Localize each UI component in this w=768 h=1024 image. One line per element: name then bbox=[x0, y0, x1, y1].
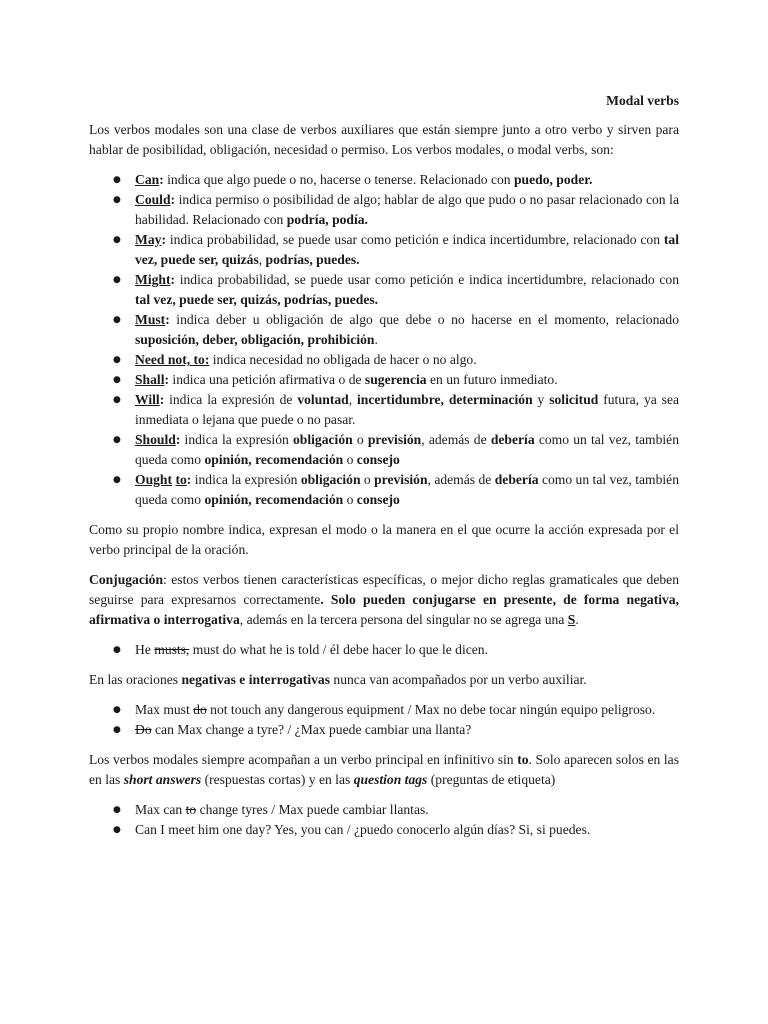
text-segment: (respuestas cortas) y en las bbox=[201, 772, 354, 787]
text-segment: . bbox=[374, 332, 378, 347]
modal-verb-term: Shall bbox=[135, 372, 165, 387]
text-segment: change tyres / Max puede cambiar llantas. bbox=[196, 802, 429, 817]
text-segment: Conjugación bbox=[89, 572, 164, 587]
text-segment: : bbox=[186, 472, 192, 487]
example-item bbox=[135, 640, 679, 660]
max-example-list bbox=[89, 700, 679, 740]
text-segment: debería bbox=[490, 432, 535, 447]
modal-verb-item bbox=[135, 170, 679, 190]
text-segment: indica una petición afirmativa o de bbox=[169, 372, 365, 387]
text-segment: , además de bbox=[421, 432, 491, 447]
text-segment: obligación bbox=[293, 432, 353, 447]
term-separator: : bbox=[159, 392, 165, 407]
text-segment: o bbox=[360, 472, 375, 487]
term-separator: : bbox=[175, 432, 181, 447]
text-segment: indica probabilidad, se puede usar como petición e indica incertidumbre, relacionado con bbox=[175, 272, 679, 287]
text-segment: en un futuro inmediato. bbox=[426, 372, 558, 387]
conjugacion-paragraph bbox=[89, 570, 679, 630]
text-segment: obligación bbox=[300, 472, 361, 487]
text-segment: previsión bbox=[367, 432, 422, 447]
text-segment: o bbox=[343, 452, 357, 467]
modal-verb-item bbox=[135, 310, 679, 350]
modal-verb-term: Will bbox=[135, 392, 160, 407]
text-segment: podrías, puedes. bbox=[265, 252, 360, 267]
text-segment: consejo bbox=[356, 452, 400, 467]
text-segment: previsión bbox=[374, 472, 428, 487]
text-segment: indica la expresión de bbox=[164, 392, 298, 407]
text-segment: to bbox=[175, 472, 187, 487]
text-segment: opinión, recomendación bbox=[204, 452, 344, 467]
text-segment: como un tal vez, también queda como bbox=[135, 432, 680, 467]
modal-verb-term: Need not, to: bbox=[135, 352, 210, 367]
text-segment: can Max change a tyre? / ¿Max puede cambiar una llanta? bbox=[151, 722, 472, 737]
text-segment: solicitud bbox=[549, 392, 599, 407]
term-separator: : bbox=[170, 272, 176, 287]
modal-verb-item bbox=[135, 390, 679, 430]
text-segment: , además de bbox=[427, 472, 495, 487]
text-segment: y bbox=[532, 392, 550, 407]
text-segment: o bbox=[352, 432, 368, 447]
text-segment: puedo, poder. bbox=[514, 172, 593, 187]
text-segment: tal vez, puede ser, quizás, podrías, puedes. bbox=[135, 292, 379, 307]
text-segment: opinión, recomendación bbox=[204, 492, 344, 507]
modal-verb-item bbox=[135, 190, 679, 230]
text-segment: Max can bbox=[135, 802, 186, 817]
text-segment: En las oraciones bbox=[89, 672, 182, 687]
term-separator: : bbox=[161, 232, 166, 247]
text-segment: debería bbox=[494, 472, 539, 487]
text-segment: short answers bbox=[123, 772, 202, 787]
text-segment: do bbox=[193, 702, 207, 717]
negativas-paragraph bbox=[89, 670, 679, 690]
term-separator: : bbox=[170, 192, 176, 207]
document-page bbox=[89, 91, 679, 850]
modal-verb-item bbox=[135, 350, 679, 370]
modal-verb-term: Ought bbox=[135, 472, 173, 487]
text-segment: indica necesidad no obligada de hacer o no algo. bbox=[209, 352, 477, 367]
text-segment: suposición, deber, obligación, prohibición bbox=[135, 332, 375, 347]
term-separator: : bbox=[164, 372, 170, 387]
text-segment: to bbox=[517, 752, 529, 767]
text-segment: , bbox=[348, 392, 357, 407]
text-segment: negativas e interrogativas bbox=[181, 672, 330, 687]
text-segment: indica permiso o posibilidad de algo; hablar de algo que pudo o no pasar relacionado con la habilidad. Relacionado con bbox=[135, 192, 679, 227]
text-segment: futura, ya sea inmediata o lejana que puede o no pasar. bbox=[135, 392, 680, 427]
modal-verb-item bbox=[135, 470, 679, 510]
modal-verb-item bbox=[135, 230, 679, 270]
modal-verb-term: Must bbox=[135, 312, 166, 327]
text-segment: question tags bbox=[353, 772, 428, 787]
modal-verb-term: Can bbox=[135, 172, 160, 187]
modal-verb-term: May bbox=[135, 232, 162, 247]
text-segment: Max must bbox=[135, 702, 194, 717]
text-segment: consejo bbox=[356, 492, 400, 507]
text-segment: must do what he is told / él debe hacer lo que le dicen. bbox=[189, 642, 488, 657]
text-segment: Los verbos modales siempre acompañan a un verbo principal en infinitivo sin bbox=[89, 752, 518, 767]
example-item bbox=[135, 720, 679, 740]
text-segment: como un tal vez, también queda como bbox=[135, 472, 680, 507]
text-segment: voluntad bbox=[297, 392, 349, 407]
he-example-list bbox=[89, 640, 679, 660]
text-segment: Can I meet him one day? Yes, you can / ¿puedo conocerlo algún días? Si, si puedes. bbox=[135, 822, 591, 837]
text-segment: podría, podía. bbox=[286, 212, 368, 227]
example-item bbox=[135, 820, 679, 840]
page-title: Modal verbs bbox=[606, 93, 679, 108]
modal-verb-item bbox=[135, 430, 679, 470]
text-segment: . Solo aparecen solos en las en las bbox=[89, 752, 679, 787]
text-segment: indica deber u obligación de algo que debe o no hacerse en el momento, relacionado bbox=[169, 312, 679, 327]
examples-list bbox=[89, 800, 679, 840]
intro-paragraph: Los verbos modales son una clase de verbos auxiliares que están siempre junto a otro verbo y sirven para hablar de posibilidad, obligación, necesidad o permiso. Los verbos modales, o modal verbs, son: bbox=[89, 122, 679, 157]
text-segment: . bbox=[575, 612, 579, 627]
text-segment: tal vez, puede ser, quizás bbox=[135, 232, 679, 267]
modal-verb-term: Should bbox=[135, 432, 176, 447]
term-separator: : bbox=[165, 312, 170, 327]
example-item bbox=[135, 800, 679, 820]
text-segment: indica probabilidad, se puede usar como petición e indica incertidumbre, relacionado con bbox=[165, 232, 664, 247]
modal-verbs-list bbox=[89, 170, 679, 510]
text-segment: . Solo pueden conjugarse en presente, de forma negativa, afirmativa o interrogativa bbox=[89, 592, 679, 627]
text-segment: o bbox=[343, 492, 357, 507]
text-segment: incertidumbre, determinación bbox=[356, 392, 533, 407]
text-segment: nunca van acompañados por un verbo auxiliar. bbox=[330, 672, 587, 687]
nombre-paragraph: Como su propio nombre indica, expresan el modo o la manera en el que ocurre la acción expresada por el verbo principal de la oración. bbox=[89, 522, 679, 557]
term-separator: : bbox=[159, 172, 164, 187]
text-segment: S bbox=[567, 612, 576, 627]
text-segment: indica que algo puede o no, hacerse o tenerse. Relacionado con bbox=[163, 172, 514, 187]
text-segment: sugerencia bbox=[364, 372, 427, 387]
text-segment: not touch any dangerous equipment / Max no debe tocar ningún equipo peligroso. bbox=[206, 702, 656, 717]
infinitivo-paragraph bbox=[89, 750, 679, 790]
text-segment: indica la expresión bbox=[180, 432, 293, 447]
modal-verb-item bbox=[135, 270, 679, 310]
text-segment: : estos verbos tienen características específicas, o mejor dicho reglas gramaticales que deben seguirse para expresarnos correctamente bbox=[89, 572, 679, 607]
modal-verb-term: Might bbox=[135, 272, 171, 287]
text-segment: He bbox=[135, 642, 155, 657]
text-segment: to bbox=[185, 802, 197, 817]
modal-verb-item bbox=[135, 370, 679, 390]
text-segment: (preguntas de etiqueta) bbox=[427, 772, 556, 787]
modal-verb-term: Could bbox=[135, 192, 171, 207]
text-segment: Do bbox=[135, 722, 152, 737]
text-segment: indica la expresión bbox=[191, 472, 301, 487]
text-segment: , bbox=[258, 252, 266, 267]
text-segment: , además en la tercera persona del singular no se agrega una bbox=[239, 612, 568, 627]
text-segment: musts, bbox=[154, 642, 190, 657]
example-item bbox=[135, 700, 679, 720]
